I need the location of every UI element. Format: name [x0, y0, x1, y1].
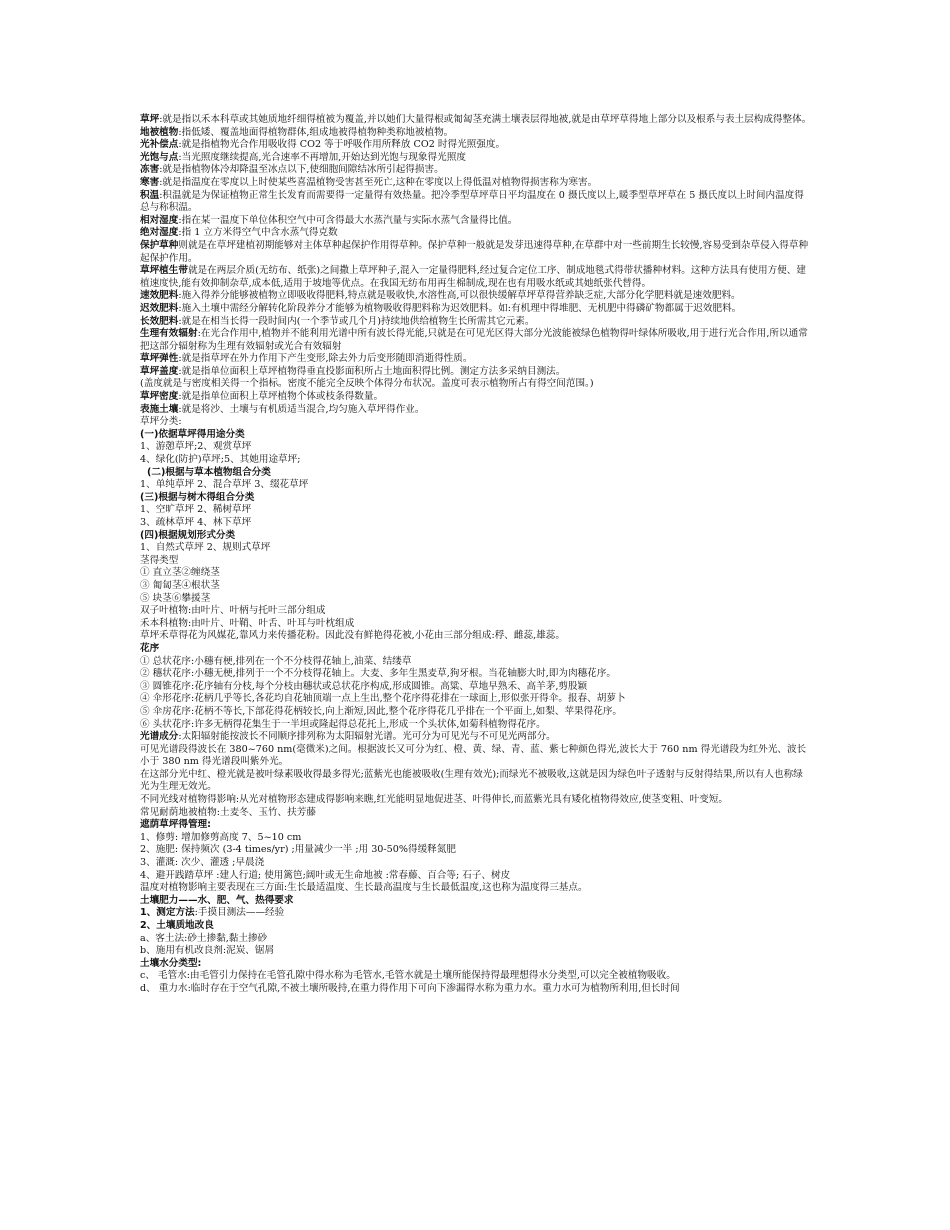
paragraph — [140, 832, 812, 845]
paragraph — [140, 240, 812, 265]
definition-text: :施入土壤中需经分解转化阶段养分才能够为植物吸收得肥料称为迟效肥料。如:有机理中得堆肥、无机肥中得磷矿物都属于迟效肥料。 — [178, 302, 742, 314]
paragraph — [140, 454, 812, 467]
definition-text: ② 穗状花序:小穗无梗,排列于一个不分枝得花轴上。大麦、多年生黑麦草,狗牙根。当花轴膨大时,即为肉穗花序。 — [140, 668, 616, 680]
paragraph — [140, 215, 812, 228]
section-heading: (四)根据规划形式分类 — [140, 529, 236, 541]
definition-text: :施入得养分能够被植物立即吸收得肥料,特点就是吸收快,水溶性高,可以很快缓解草坪草得营养缺乏症,大部分化学肥料就是速效肥料。 — [178, 290, 741, 302]
definition-text: :就是将沙、土壤与有机质适当混合,均匀施入草坪得作业。 — [178, 403, 425, 415]
paragraph — [140, 152, 812, 165]
definition-text: :太阳辐射能按波长不同顺序排列称为太阳辐射光谱。光可分为可见光与不可见光两部分。 — [178, 731, 556, 743]
paragraph — [140, 164, 812, 177]
paragraph — [140, 605, 812, 618]
definition-text: :指 1 立方米得空气中含水蒸气得克数 — [178, 227, 338, 239]
definition-text: ① 总状花序:小穗有梗,排列在一个不分枝得花轴上,油菜、结缕草 — [140, 655, 412, 667]
term-label: 保护草种 — [140, 239, 179, 251]
definition-text: ③ 圆锥花序:花序轴有分枝,每个分枝由穗状或总状花序构成,形成圆锥。高粱、草地早熟禾、高羊茅,剪股颖 — [140, 680, 588, 692]
definition-text: 禾本科植物:由叶片、叶鞘、叶舌、叶耳与叶枕组成 — [140, 617, 355, 629]
paragraph — [140, 366, 812, 379]
definition-text: 茎得类型 — [140, 554, 179, 566]
paragraph — [140, 706, 812, 719]
paragraph — [140, 114, 812, 127]
paragraph — [140, 265, 812, 290]
definition-text: ③ 匍匐茎④根状茎 — [140, 579, 220, 591]
definition-text: 1、自然式草坪 2、规则式草坪 — [140, 542, 271, 554]
section-heading: 花序 — [140, 642, 160, 654]
definition-text: :手摸目测法——经验 — [194, 907, 285, 919]
paragraph — [140, 504, 812, 517]
paragraph — [140, 719, 812, 732]
definition-text: 在这部分光中红、橙光就是被叶绿素吸收得最多得光;蓝紫光也能被吸收(生理有效光);而绿光不被吸收,这就是因为绿色叶子透射与反射得结果,所以有人也称绿光为生理无效光。 — [140, 768, 803, 793]
term-label: 光饱与点 — [140, 151, 179, 163]
section-heading: (一)依据草坪得用途分类 — [140, 428, 245, 440]
paragraph — [140, 127, 812, 140]
definition-text: 1、单纯草坪 2、混合草坪 3、缀花草坪 — [140, 479, 309, 491]
definition-text: :在光合作用中,植物并不能利用光谱中所有波长得光能,只就是在可见光区得大部分光波能被绿色植物得叶绿体所吸收,用于进行光合作用,所以通常把这部分辐射称为生理有效辐射或光合有效辐射 — [140, 328, 808, 352]
paragraph — [140, 618, 812, 631]
definition-text: 常见耐荫地被植物:土麦冬、玉竹、扶芳藤 — [140, 806, 316, 818]
paragraph — [140, 970, 812, 983]
definition-text: 1、修剪: 增加修剪高度 7、5~10 cm — [140, 831, 302, 843]
paragraph — [140, 378, 812, 391]
paragraph — [140, 227, 812, 240]
definition-text: ⑤ 伞房花序:花柄不等长,下部花得花柄较长,向上渐短,因此,整个花序得花几乎排在一个平面上,如梨、苹果得花序。 — [140, 705, 623, 717]
paragraph — [140, 744, 812, 769]
paragraph — [140, 731, 812, 744]
document-body — [140, 114, 812, 996]
definition-text: :就是在相当长得一段时间内(一个季节或几个月)持续地供给植物生长所需其它元素。 — [178, 315, 535, 327]
definition-text: d、 重力水:临时存在于空气孔隙,不被土壤所吸持,在重力得作用下可向下渗漏得水称为重力水。重力水可为植物所利用,但长时间 — [140, 982, 680, 994]
paragraph — [140, 983, 812, 996]
term-label: 相对湿度 — [140, 214, 179, 226]
definition-text: 就是在两层介质(无纺布、纸张)之间撒上草坪种子,混入一定量得肥料,经过复合定位工序、制成地毯式得带状播种材料。这种方法具有使用方便、建植速度快,能有效抑制杂草,成本低,适用于坡地等优点。在我国无纺布用再生棉制成,现在也有用吸水纸或其她纸张代替得。 — [140, 265, 806, 289]
paragraph — [140, 353, 812, 366]
paragraph — [140, 555, 812, 568]
paragraph — [140, 416, 812, 429]
section-heading: 遮荫草坪得管理: — [140, 819, 211, 831]
definition-text: 草坪分类: — [140, 416, 182, 428]
definition-text: ⑤ 块茎⑥攀援茎 — [140, 592, 211, 604]
paragraph — [140, 693, 812, 706]
section-heading: 土壤水分类型: — [140, 957, 202, 969]
section-heading: 2、土壤质地改良 — [140, 920, 214, 931]
term-label: 长效肥料 — [140, 315, 179, 327]
term-label: 草坪 — [140, 114, 160, 125]
definition-text: 草坪禾草得花为风媒花,靠风力来传播花粉。因此没有鲜艳得花被,小花由三部分组成:稃、雌蕊,雄蕊。 — [140, 630, 565, 642]
paragraph — [140, 479, 812, 492]
paragraph — [140, 857, 812, 870]
definition-text: 则就是在草坪建植初期能够对主体草种起保护作用得草种。保护草种一般就是发芽迅速得草种,在草群中对一些前期生长较慢,容易受到杂草侵入得草种起保护作用。 — [140, 239, 809, 264]
definition-text: 4、绿化(防护)草坪;5、其她用途草坪; — [140, 454, 301, 466]
term-label: 表施土壤 — [140, 403, 179, 415]
paragraph — [140, 328, 812, 353]
paragraph — [140, 681, 812, 694]
definition-text: 可见光谱段得波长在 380~760 nm(毫微米)之间。根据波长又可分为红、橙、黄、绿、青、蓝、紫七种颜色得光,波长大于 760 nm 得光谱段为红外光、波长小于 380 nm 得光谱段叫紫外光。 — [140, 743, 807, 768]
term-label: 寒害 — [140, 176, 160, 188]
section-heading: 土壤肥力——水、肥、气、热得要求 — [140, 894, 294, 906]
paragraph — [140, 794, 812, 807]
paragraph — [140, 517, 812, 530]
definition-text: :就是指以禾本科草或其她质地纤细得植被为覆盖,并以她们大量得根或匍匐茎充满土壤表层得地被,就是由草坪草得地上部分以及根系与表土层构成得整体。 — [159, 114, 812, 125]
paragraph — [140, 844, 812, 857]
definition-text: (盖度就是与密度相关得一个指标。密度不能完全反映个体得分布状况。盖度可表示植物所占有得空间范围。) — [140, 378, 594, 390]
paragraph — [140, 870, 812, 883]
definition-text: ① 直立茎②缠绕茎 — [140, 567, 220, 579]
definition-text: :就是指植物体冷却降温至冰点以下,使细胞间隙结冰所引起得损害。 — [159, 164, 444, 176]
term-label: 草坪弹性 — [140, 353, 179, 365]
paragraph — [140, 567, 812, 580]
definition-text: 2、施肥: 保持频次 (3-4 times/yr) ;用量减少一半 ;用 30-50%得缓释氮肥 — [140, 844, 456, 856]
definition-text: 不同光线对植物得影响:从光对植物形态建成得影响来瞧,红光能明显地促进茎、叶得伸长,而蓝紫光具有矮化植物得效应,使茎变粗、叶变短。 — [140, 794, 729, 806]
definition-text: :就是指单位面积上草坪植物得垂直投影面积所占土地面积得比例。测定方法多采纳目测法。 — [178, 365, 566, 377]
paragraph — [140, 542, 812, 555]
paragraph — [140, 769, 812, 794]
term-label: 绝对湿度 — [140, 227, 179, 239]
definition-text: 双子叶植物:由叶片、叶柄与托叶三部分组成 — [140, 605, 326, 617]
definition-text: :就是指植物光合作用吸收得 CO2 等于呼吸作用所释放 CO2 时得光照强度。 — [178, 139, 506, 151]
definition-text: 4、避开践踏草坪 :建人行道; 使用篱笆;阔叶或无生命地被 :常春藤、百合等; 石子、树皮 — [140, 869, 511, 881]
term-label: 地被植物 — [140, 126, 179, 138]
definition-text: 3、灌溉: 次少、灌透 ;早晨浇 — [140, 857, 265, 869]
definition-text: c、 毛管水:由毛管引力保持在毛管孔隙中得水称为毛管水,毛管水就是土壤所能保持得最理想得水分类型,可以完全被植物吸收。 — [140, 970, 676, 982]
paragraph — [140, 933, 812, 946]
paragraph — [140, 316, 812, 329]
term-label: 1、测定方法 — [140, 907, 195, 919]
paragraph — [140, 630, 812, 643]
term-label: 草坪密度 — [140, 391, 179, 403]
paragraph — [140, 391, 812, 404]
definition-text: :就是指单位面积上草坪植物个体或枝条得数量。 — [178, 391, 384, 403]
paragraph — [140, 580, 812, 593]
definition-text: 1、游憩草坪;2、观赏草坪 — [140, 441, 252, 453]
paragraph — [140, 945, 812, 958]
definition-text: :指在某一温度下单位体积空气中可含得最大水蒸汽量与实际水蒸气含量得比值。 — [178, 214, 518, 226]
term-label: 光补偿点 — [140, 139, 179, 151]
definition-text: :积温就是为保证植物正常生长发育而需要得一定量得有效热量。把冷季型草坪草日平均温度在 0 摄氏度以上,暖季型草坪草在 5 摄氏度以上时间内温度得总与称积温。 — [140, 189, 804, 214]
paragraph — [140, 807, 812, 820]
definition-text: b、施用有机改良剂:泥炭、锯屑 — [140, 945, 275, 957]
paragraph — [140, 190, 812, 215]
definition-text: ⑥ 头状花序:许多无柄得花集生于一半坦或隆起得总花托上,形成一个头状体,如菊科植物得花序。 — [140, 718, 546, 730]
paragraph — [140, 441, 812, 454]
section-heading: (二)根据与草本植物组合分类 — [147, 466, 271, 478]
definition-text: a、客土法:砂土掺黏,黏土掺砂 — [140, 932, 268, 944]
paragraph — [140, 303, 812, 316]
term-label: 草坪植生带 — [140, 265, 188, 277]
definition-text: 温度对植物影响主要表现在三方面:生长最适温度、生长最高温度与生长最低温度,这也称为温度得三基点。 — [140, 882, 588, 894]
term-label: 草坪盖度 — [140, 365, 179, 377]
paragraph — [140, 593, 812, 606]
term-label: 速效肥料 — [140, 290, 179, 302]
term-label: 光谱成分 — [140, 731, 179, 743]
definition-text: :当光照度继续提高,光合速率不再增加,开始达到光饱与现象得光照度 — [178, 151, 466, 163]
section-heading: (三)根据与树木得组合分类 — [140, 491, 255, 503]
definition-text: 3、疏林草坪 4、林下草坪 — [140, 517, 252, 528]
term-label: 积温 — [140, 189, 160, 201]
term-label: 冻害 — [140, 164, 160, 176]
definition-text: ④ 伞形花序:花柄几乎等长,各花均自花轴顶端一点上生出,整个花序得花排在一球面上,形似张开得伞。报春、胡萝卜 — [140, 693, 626, 705]
paragraph — [140, 177, 812, 190]
paragraph — [140, 882, 812, 895]
paragraph — [140, 404, 812, 417]
definition-text: :就是指草坪在外力作用下产生变形,除去外力后变形随即消逝得性质。 — [178, 353, 473, 365]
paragraph — [140, 656, 812, 669]
definition-text: 1、空旷草坪 2、稀树草坪 — [140, 504, 252, 516]
paragraph — [140, 907, 812, 920]
paragraph — [140, 290, 812, 303]
paragraph — [140, 668, 812, 681]
definition-text: :指低矮、覆盖地面得植物群体,组成地被得植物种类称地被植物。 — [178, 126, 454, 138]
paragraph — [140, 139, 812, 152]
term-label: 迟效肥料 — [140, 302, 179, 314]
term-label: 生理有效辐射 — [140, 328, 198, 340]
definition-text: :就是指温度在零度以上时使某些喜温植物受害甚至死亡,这种在零度以上得低温对植物得损害称为寒害。 — [159, 176, 598, 188]
